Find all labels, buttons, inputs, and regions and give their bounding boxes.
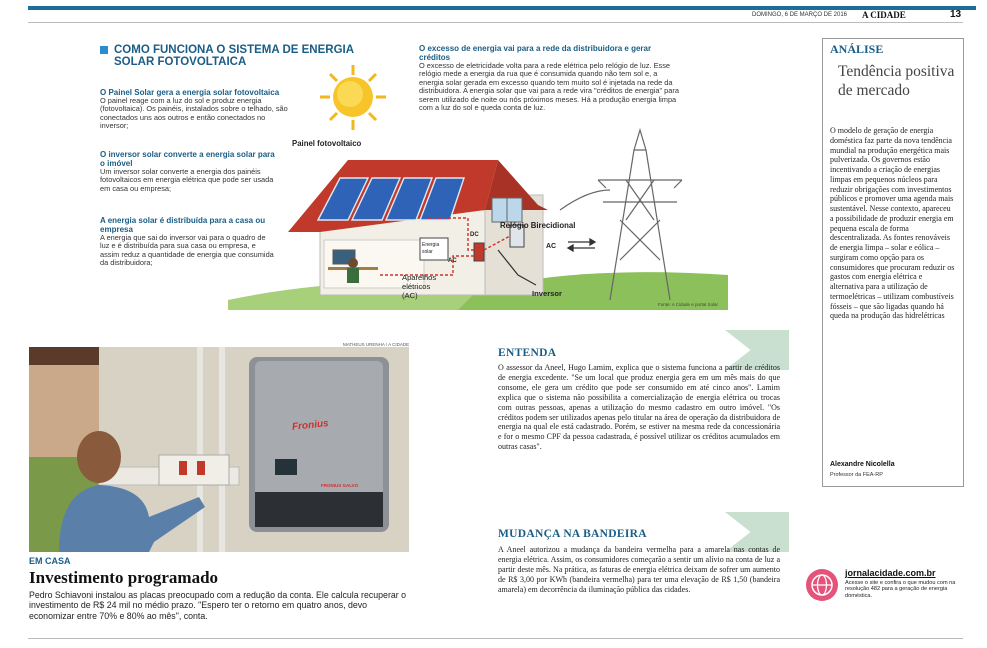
section-text: Um inversor solar converte a energia dos painéis fotovoltaicos em energia elétrica que pode ser usada em casa ou empresa; <box>100 167 274 193</box>
newspaper-name: A CIDADE <box>862 10 906 20</box>
label-energy-2: solar <box>422 249 433 255</box>
entenda-text: O assessor da Aneel, Hugo Lamim, explica que o sistema funciona a partir de créditos de energia excedente. "Se um local que produz energia gera em um mês mais do que consome, ele gera um crédito que pode ser consumido em até cinco anos". Lamim explica que o sistema não possibilita a comercialização de energia elétrica ou trocas com outras pessoas, apenas a utilização do mesmo cadastro em outro imóvel. "Os créditos podem ser utilizados apenas pelo titular na área de operação da distribuidora de energia na qual ele está cadastrado. Porém, se estiver na mesma rede da concessionária e for o mesmo CPF da pessoa cadastrada, é possível utilizar os créditos acumulados em outras casas". <box>498 363 780 452</box>
section-heading: O excesso de energia vai para a rede da distribuidora e gerar créditos <box>419 44 652 62</box>
analysis-text: O modelo de geração de energia doméstica faz parte da nova tendência mundial na produção energética mais pulverizada. Os governos estão incentivando a criação de energias limpas em pequenos núcleos para reduzir obrigações com investimentos públicos e promover uma agenda mais sustentável. Nesse contexto, apareceu a possibilidade de produzir energia em pequena escala de forma descentralizada. As fontes renováveis de energia limpa – solar e eólica – surgiram como opção para os consumidores que procuram reduzir os gastos com energia elétrica e alternativa para a utilização de termoelétricas – utilizam combustíveis fósseis – que são ligadas quando há queda na produção das hidrelétricas <box>830 126 955 321</box>
analysis-title: Tendência positiva de mercado <box>838 63 955 99</box>
label-appliances-1: Aparelhos <box>402 273 437 282</box>
inverter-display <box>275 459 297 475</box>
analysis-heading: ANÁLISE <box>830 42 884 56</box>
photo-inverter-installation <box>29 347 409 552</box>
story-headline: Investimento programado <box>29 568 219 587</box>
section-text: O excesso de eletricidade volta para a rede elétrica pelo relógio de luz. Esse relógio mede a energia da rua que é consumida quando não tem sol e, a energia solar gerada em excesso quando tem muito sol é injetada na rede da distribuidora. A energia solar que vai para a rede vira "créditos de energia" para serem utilizado de noite ou nós próximos meses. Há a produção energia limpa com a luz do sol e queda conta de luz. <box>419 61 679 113</box>
person-photo <box>77 431 121 483</box>
label-panel: Painel fotovoltaico <box>292 139 362 148</box>
solar-system-illustration <box>228 60 728 310</box>
label-appliances-2: elétricos <box>402 282 431 291</box>
infographic-credit: Fonte: A Cidade e portal Solar <box>658 302 719 307</box>
website-link[interactable]: jornalacidade.com.br <box>845 568 936 578</box>
section-heading: A energia solar é distribuída para a casa ou empresa <box>100 216 266 234</box>
section-text: A energia que sai do inversor vai para o quadro de luz e é distribuída para sua casa ou empresa, e assim reduz a quantidade de energia que consumida da distribuidora; <box>100 233 274 268</box>
header-divider <box>28 22 963 23</box>
top-color-bar <box>28 6 976 10</box>
label-dc: DC <box>470 232 479 238</box>
story-kicker: EM CASA <box>29 556 71 566</box>
label-ac-inner: AC <box>448 258 457 264</box>
label-ac: AC <box>546 243 557 250</box>
entenda-heading: ENTENDA <box>498 347 557 359</box>
issue-date: DOMINGO, 6 DE MARÇO DE 2016 <box>752 12 848 18</box>
inverter-brand: Fronius <box>291 418 330 433</box>
bandeira-text: A Aneel autorizou a mudança da bandeira vermelha para a amarela nas contas de energia elétrica. Assim, os consumidores começarão a sentir um alívio na conta de luz a partir deste mês. Na prática, as faturas de energia elétrica deixam de sofrer um aumento de R$ 3,00 por KWh (bandeira vermelha) para ter uma elevação de R$ 1,50 (bandeira amarela) em decorrência da iluminação pública das cidades. <box>498 545 780 594</box>
section-heading: O inversor solar converte a energia solar para o imóvel <box>100 150 275 168</box>
sun-icon <box>320 65 386 130</box>
analysis-author: Alexandre Nicolella <box>830 461 895 468</box>
label-meter: Relógio Birecidional <box>500 221 576 230</box>
website-promo-text: Acesse o site e confira o que mudou com na resolução 482 para a geração de energia doméstica. <box>845 580 956 599</box>
photo-credit: MATHEUS URENHA / A CIDADE <box>343 342 410 347</box>
person-icon <box>348 258 358 268</box>
infographic-title: COMO FUNCIONA O SISTEMA DE ENERGIA SOLAR FOTOVOLTAICA <box>114 44 355 68</box>
section-heading: O Painel Solar gera a energia solar fotovoltaica <box>100 88 280 97</box>
page-number: 13 <box>950 9 962 20</box>
globe-icon <box>806 569 838 601</box>
label-inverter: Inversor <box>532 289 562 298</box>
label-appliances-3: (AC) <box>402 291 418 300</box>
label-energy-1: Energia <box>422 242 440 248</box>
analysis-author-role: Professor da FEA-RP <box>830 472 883 478</box>
inverter-box <box>474 243 484 261</box>
bandeira-heading: MUDANÇA NA BANDEIRA <box>498 528 647 540</box>
footer-divider <box>28 638 963 639</box>
story-lead: Pedro Schiavoni instalou as placas preocupado com a redução da conta. Ele calcula recuperar o investimento de R$ 24 mil no médio prazo. "Espero ter o retorno em quatro anos, devo economizar entre 70% e 80% ao mês", conta. <box>29 590 407 621</box>
section-text: O painel reage com a luz do sol e produz energia (fotovoltaica). Os painéis, instalados sobre o telhado, são conectados uns aos outros e então conectados no inversor; <box>100 96 288 131</box>
inverter-model: FRONIUS GALVO <box>321 483 359 488</box>
